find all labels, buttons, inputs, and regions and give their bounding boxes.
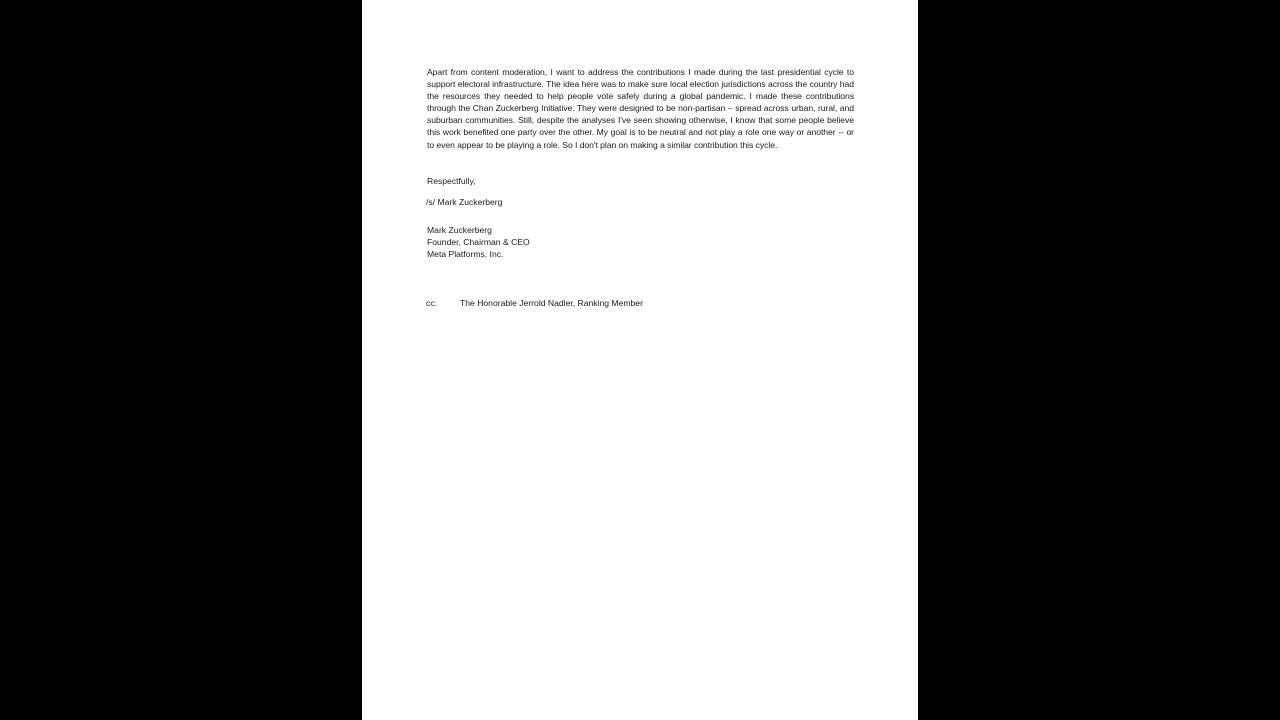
- signer-name: Mark Zuckerberg: [427, 225, 492, 235]
- closing: Respectfully,: [427, 176, 476, 186]
- cc-recipient: The Honorable Jerrold Nadler, Ranking Member: [460, 298, 643, 308]
- document-page: [362, 0, 918, 720]
- signer-title: Founder, Chairman & CEO: [427, 237, 530, 247]
- letter-body: [427, 66, 854, 151]
- body-paragraph: Apart from content moderation, I want to address the contributions I made during the last presidential cycle to support electoral infrastructure. The idea here was to make sure local election jurisdictions across the country had the resources they needed to help people vote safely during a global pandemic. I made these contributions through the Chan Zuckerberg Initiative. They were designed to be non-partisan – spread across urban, rural, and suburban communities. Still, despite the analyses I've seen showing otherwise, I know that some people believe this work benefited one party over the other. My goal is to be neutral and not play a role one way or another -- or to even appear to be playing a role. So I don't plan on making a similar contribution this cycle.: [427, 67, 854, 150]
- signer-company: Meta Platforms, Inc.: [427, 249, 504, 259]
- cc-label: cc:: [426, 298, 437, 308]
- signature: /s/ Mark Zuckerberg: [426, 197, 503, 207]
- cc-line: [426, 297, 643, 309]
